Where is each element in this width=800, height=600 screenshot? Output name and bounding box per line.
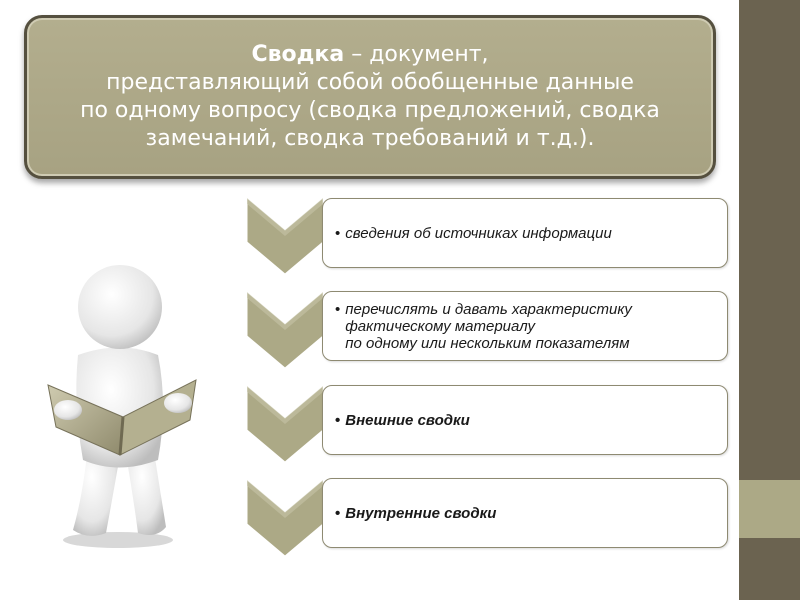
bullet-marker: • — [335, 224, 341, 242]
list-item-text: по одному или нескольким показателям — [345, 334, 630, 352]
list-item — [322, 291, 728, 361]
list-item — [322, 385, 728, 455]
chevron-down-icon — [245, 384, 325, 464]
definition-line-1 — [251, 41, 488, 69]
side-decor-accent — [739, 480, 800, 538]
list-item-text: перечислять и давать характеристику — [345, 300, 632, 318]
list-item-text: Внешние сводки — [345, 411, 470, 429]
definition-box — [24, 15, 716, 179]
definition-line-3: по одному вопросу (сводка предложений, сводка — [80, 98, 660, 123]
bullet-marker: • — [335, 411, 341, 429]
definition-term: Сводка — [251, 42, 345, 67]
list-item-text: сведения об источниках информации — [345, 224, 612, 242]
list-item-text: Внутренние сводки — [345, 504, 497, 522]
list-item-text: фактическому материалу — [345, 317, 535, 335]
definition-line-4: замечаний, сводка требований и т.д.). — [145, 126, 595, 151]
bullet-marker: • — [335, 504, 341, 522]
chevron-down-icon — [245, 290, 325, 370]
definition-line-2: представляющий собой обобщенные данные — [106, 70, 634, 95]
list-item — [322, 198, 728, 268]
list-item — [322, 478, 728, 548]
person-reading-book-illustration — [28, 255, 238, 555]
chevron-down-icon — [245, 196, 325, 276]
definition-line-1-rest: – документ, — [344, 42, 489, 67]
chevron-down-icon — [245, 478, 325, 558]
bullet-marker: • — [335, 300, 341, 318]
